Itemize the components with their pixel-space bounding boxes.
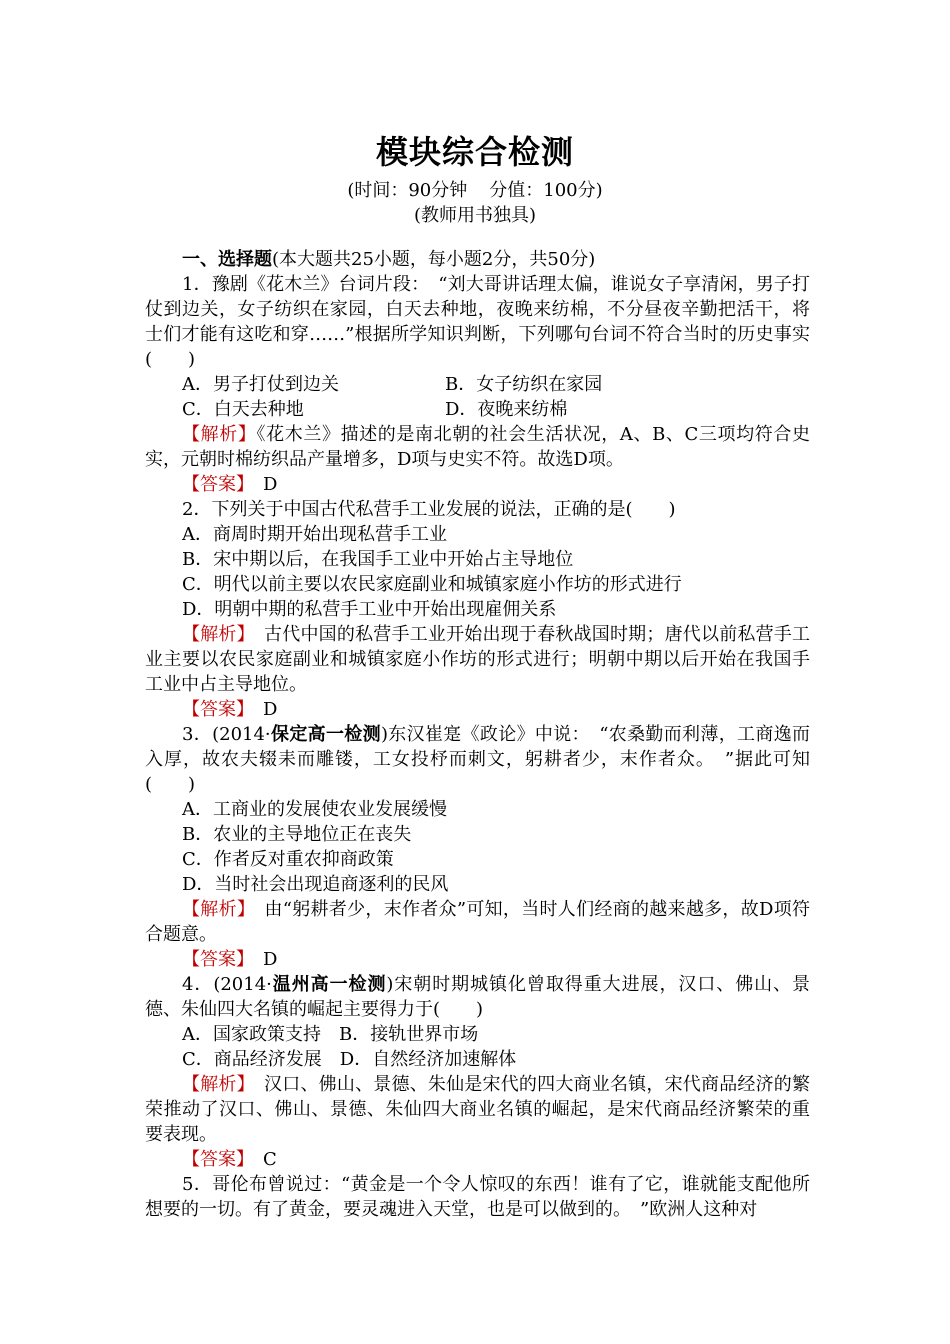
analysis-label: 【解析】: [182, 424, 257, 445]
q4-options-row-1: A．国家政策支持 B．接轨世界市场: [182, 1024, 479, 1045]
q2-option-a: A．商周时期开始出现私营手工业: [182, 524, 447, 545]
q1-analysis: 【解析】《花木兰》描述的是南北朝的社会生活状况，A、B、C三项均符合史实，元朝时棉纺织品产量增多，D项与史实不符。故选D项。: [145, 424, 811, 470]
q2-option-d: D．明朝中期的私营手工业中开始出现雇佣关系: [182, 599, 557, 620]
exam-meta: [0, 178, 950, 228]
question-2-stem: 2．下列关于中国古代私营手工业发展的说法，正确的是( ): [182, 499, 676, 520]
q4-source: 温州高一检测: [271, 974, 387, 995]
answer-label: 【答案】: [182, 1149, 245, 1170]
question-3-stem: 3．(2014·保定高一检测)东汉崔寔《政论》中说： “农桑勤而利薄，工商逸而入厚，故农夫辍耒而雕镂，工女投杼而刺文，躬耕者少，末作者众。 ”据此可知( ): [145, 724, 810, 795]
q3-option-b: B．农业的主导地位正在丧失: [182, 824, 412, 845]
exam-time: (时间：90分钟: [347, 180, 468, 201]
q4-answer: 【答案】 C: [182, 1149, 277, 1170]
question-1-options-row-1: [145, 372, 810, 397]
question-5-stem: 5．哥伦布曾说过：“黄金是一个令人惊叹的东西！谁有了它，谁就能支配他所想要的一切。有了黄金，要灵魂进入天堂，也是可以做到的。 ”欧洲人这种对: [145, 1174, 810, 1220]
q4-options-row-2: C．商品经济发展 D．自然经济加速解体: [182, 1049, 517, 1070]
answer-label: 【答案】: [182, 474, 245, 495]
analysis-label: 【解析】: [182, 899, 247, 920]
exam-note: (教师用书独具): [413, 205, 537, 226]
q2-option-b: B．宋中期以后，在我国手工业中开始占主导地位: [182, 549, 574, 570]
q1-option-d: D．夜晚来纺棉: [445, 399, 568, 420]
q3-option-c: C．作者反对重农抑商政策: [182, 849, 394, 870]
q3-option-a: A．工商业的发展使农业发展缓慢: [182, 799, 447, 820]
q1-option-c: C．白天去种地: [182, 399, 304, 420]
question-4-stem: 4．(2014·温州高一检测)宋朝时期城镇化曾取得重大进展，汉口、佛山、景德、朱仙四大名镇的崛起主要得力于( ): [145, 974, 810, 1020]
page-title: 模块综合检测: [375, 133, 574, 171]
q1-option-a: A．男子打仗到边关: [182, 374, 339, 395]
questions-body: [145, 247, 810, 1222]
question-1-options-row-2: [145, 397, 810, 422]
q3-option-d: D．当时社会出现追商逐利的民风: [182, 874, 449, 895]
q3-answer: 【答案】 D: [182, 949, 278, 970]
question-1-stem: 1．豫剧《花木兰》台词片段： “刘大哥讲话理太偏，谁说女子享清闲，男子打仗到边关，女子纺织在家园，白天去种地，夜晚来纺棉，不分昼夜辛勤把活干，将士们才能有这吃和穿……”根据所学知识判断，下列哪句台词不符合当时的历史事实( ): [145, 274, 810, 370]
time-score-line: [0, 178, 950, 203]
answer-label: 【答案】: [182, 949, 245, 970]
q2-option-c: C．明代以前主要以农民家庭副业和城镇家庭小作坊的形式进行: [182, 574, 682, 595]
q4-analysis: 【解析】 汉口、佛山、景德、朱仙是宋代的四大商业名镇，宋代商品经济的繁荣推动了汉口、佛山、景德、朱仙四大商业名镇的崛起，是宋代商品经济繁荣的重要表现。: [145, 1074, 811, 1145]
q1-answer: 【答案】 D: [182, 474, 278, 495]
section-heading: 一、选择题(本大题共25小题，每小题2分，共50分): [182, 249, 596, 270]
q2-analysis: 【解析】 古代中国的私营手工业开始出现于春秋战国时期；唐代以前私营手工业主要以农民家庭副业和城镇家庭小作坊的形式进行；明朝中期以后开始在我国手工业中占主导地位。: [145, 624, 811, 695]
answer-label: 【答案】: [182, 699, 245, 720]
q3-analysis: 【解析】 由“躬耕者少，末作者众”可知，当时人们经商的越来越多，故D项符合题意。: [145, 899, 811, 945]
exam-score: 分值：100分): [489, 180, 603, 201]
analysis-label: 【解析】: [182, 1074, 246, 1095]
analysis-label: 【解析】: [182, 624, 246, 645]
q2-answer: 【答案】 D: [182, 699, 278, 720]
q3-source: 保定高一检测: [270, 724, 381, 745]
q1-option-b: B．女子纺织在家园: [445, 374, 603, 395]
